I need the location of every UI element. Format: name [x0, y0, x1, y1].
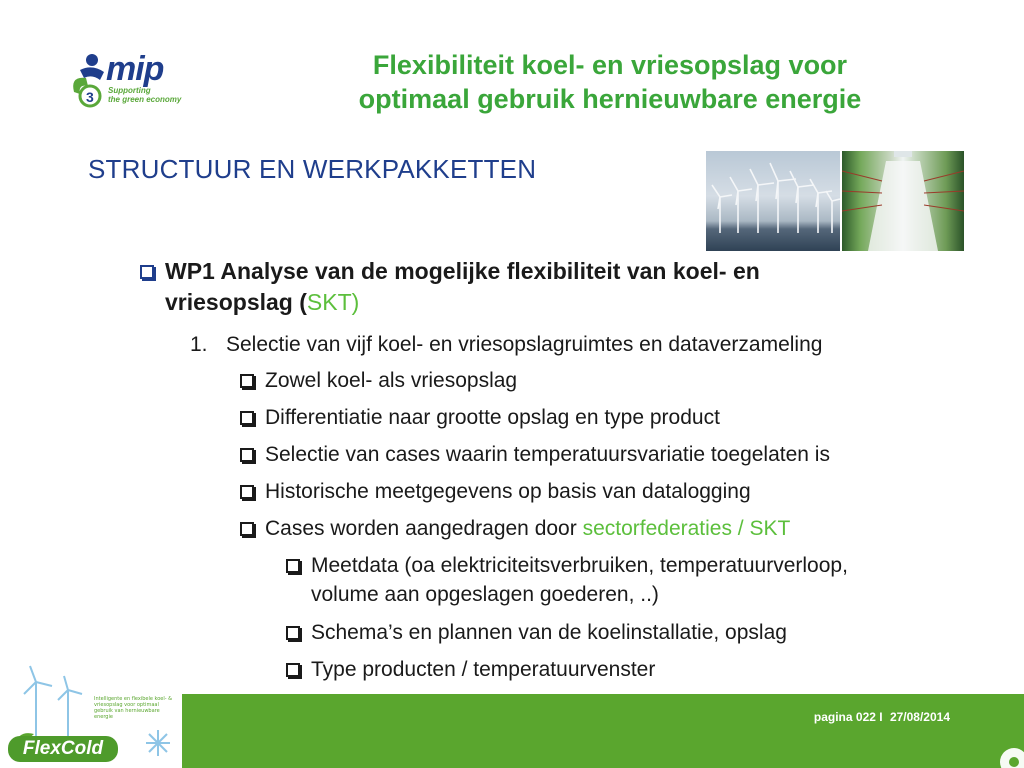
checkbox-bullet-icon: [240, 448, 254, 462]
footer-page-info: [810, 710, 950, 724]
cases-highlight: sectorfederaties / SKT: [582, 517, 791, 540]
checkbox-bullet-icon: [240, 374, 254, 388]
footer-date: 27/08/2014: [889, 710, 950, 724]
list-item-text: Differentiatie naar grootte opslag en type product: [265, 406, 720, 429]
list-item: [240, 366, 517, 395]
wp1-line1: WP1 Analyse van de mogelijke flexibiliteit van koel- en: [165, 258, 760, 284]
sub-list-item: [286, 551, 848, 609]
list-item-cases: [240, 514, 790, 543]
section-heading: STRUCTUUR EN WERKPAKKETTEN: [88, 154, 537, 184]
wp1-text: [165, 256, 760, 318]
meetdata-line1: Meetdata (oa elektriciteitsverbruiken, temperatuurverloop,: [311, 554, 848, 577]
checkbox-bullet-icon: [240, 522, 254, 536]
mip-wordmark: mip: [106, 50, 164, 88]
wp1-suffix: ): [351, 289, 360, 315]
flexcold-wordmark: FlexCold: [8, 736, 118, 762]
checkbox-bullet-icon: [286, 663, 300, 677]
title-line1: Flexibiliteit koel- en vriesopslag voor: [372, 50, 848, 80]
wp1-line2: [165, 287, 760, 318]
page-number: pagina 022 I: [813, 710, 883, 724]
wp1-bullet: [140, 256, 940, 318]
flexcold-blurb: Intelligente en flexibele koel- & vriesopslag voor optimaal gebruik van hernieuwbare energie: [94, 696, 173, 720]
checkbox-bullet-icon: [286, 626, 300, 640]
step-text: Selectie van vijf koel- en vriesopslagruimtes en dataverzameling: [226, 333, 823, 356]
meetdata-line2: volume aan opgeslagen goederen, ..): [311, 583, 659, 606]
list-item-text: Zowel koel- als vriesopslag: [265, 369, 518, 392]
step-number: 1.: [190, 333, 208, 356]
tagline-line1: Supporting: [108, 86, 151, 95]
flexcold-logo: [0, 660, 182, 768]
checkbox-bullet-icon: [286, 559, 300, 573]
checkbox-bullet-icon: [240, 411, 254, 425]
title-line2: optimaal gebruik hernieuwbare energie: [358, 84, 862, 114]
list-item: [240, 403, 720, 432]
checkbox-bullet-icon: [140, 265, 154, 279]
list-item: [240, 477, 751, 506]
tagline-line2: the green economy: [108, 95, 182, 104]
sub-list-item: [286, 618, 787, 647]
svg-text:3: 3: [86, 89, 94, 105]
wp1-line2-text: vriesopslag (: [165, 289, 307, 315]
cases-label: Cases worden aangedragen door: [265, 517, 583, 540]
cases-text: [265, 514, 790, 543]
checkbox-bullet-icon: [240, 485, 254, 499]
list-item-text: Historische meetgegevens op basis van datalogging: [265, 480, 751, 503]
step-1: [190, 330, 822, 359]
sub-list-item-text: Type producten / temperatuurvenster: [311, 658, 656, 681]
gear-icon: [984, 728, 1024, 768]
wp1-skt-highlight: SKT: [306, 289, 352, 315]
sub-list-item-text: [311, 551, 848, 609]
sub-list-item: [286, 655, 655, 684]
footer-bar: [182, 694, 1024, 768]
list-item: [240, 440, 830, 469]
list-item-text: Selectie van cases waarin temperatuursvariatie toegelaten is: [265, 443, 830, 466]
sub-list-item-text: Schema’s en plannen van de koelinstallatie, opslag: [311, 621, 787, 644]
